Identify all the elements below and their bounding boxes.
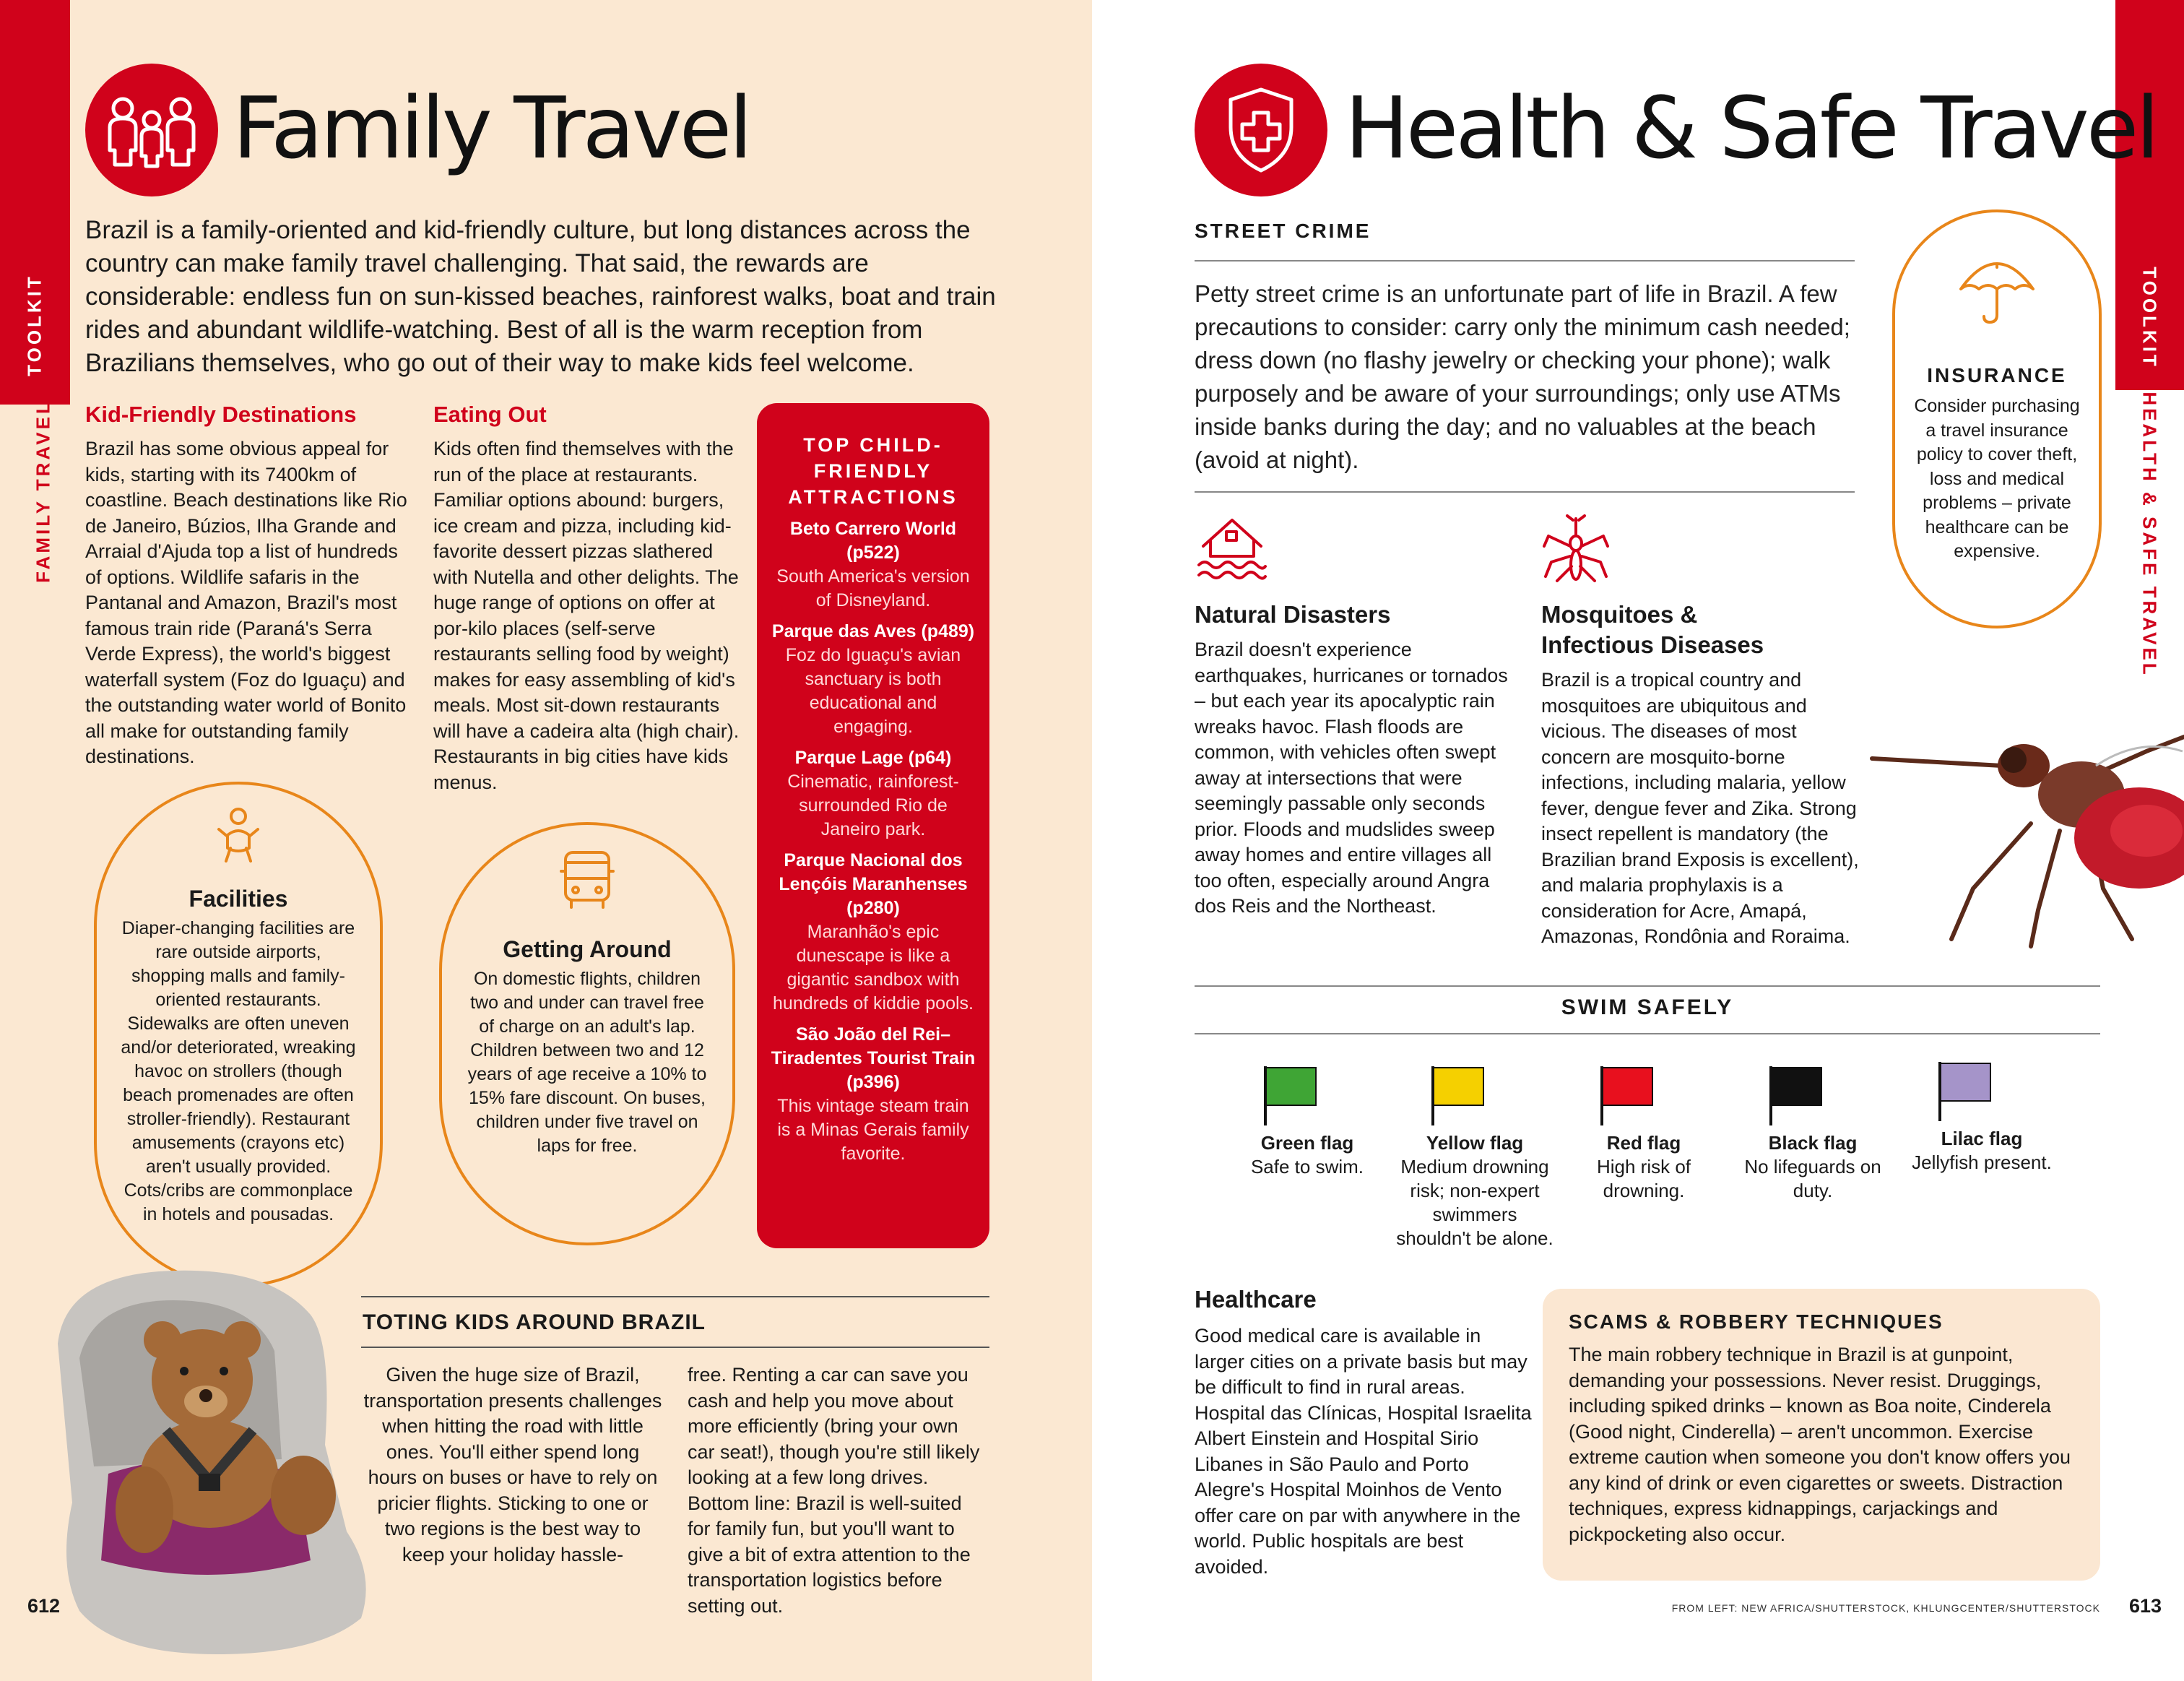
flag-name: Black flag bbox=[1768, 1132, 1858, 1154]
scams-heading: SCAMS & ROBBERY TECHNIQUES bbox=[1569, 1310, 1944, 1333]
flag-desc: No lifeguards on duty. bbox=[1744, 1156, 1881, 1201]
getting-around-pill bbox=[439, 822, 735, 1245]
toting-col1: Given the huge size of Brazil, transportation presents challenges when hitting the road with little ones. You'll either spend long hours on buses or have to rely on pricier flights. Sticking to one or two regions is the best way to keep your holiday hassle- bbox=[363, 1364, 662, 1565]
facilities-text: Diaper-changing facilities are rare outside airports, shopping malls and family-oriented restaurants. Sidewalks are often uneven and/or deteriorated, wreaking havoc on strollers (though beach promenades are often stroller-friendly). Restaurant amusements (crayons etc) aren't usually provided. Cots/cribs are commonplace in hotels and pousadas. bbox=[121, 918, 356, 1224]
flag-name: Lilac flag bbox=[1941, 1128, 2023, 1149]
facilities-pill bbox=[94, 782, 383, 1287]
getting-around-heading: Getting Around bbox=[503, 936, 672, 962]
healthcare-text: Good medical care is available in larger cities on a private basis but may be difficult to find in rural areas. Hospital das Clínicas, Hospital Israelita Albert Einstein and Hospital Sirio Libanes in São Paulo and Porto Alegre's Hospital Moinhos de Vento offer care on par with anywhere in the world. Public hospitals are best avoided. bbox=[1195, 1325, 1532, 1578]
insurance-text: Consider purchasing a travel insurance policy to cover theft, loss and medical problems – private healthcare can be expensive. bbox=[1914, 396, 2080, 561]
flag-icon bbox=[1430, 1063, 1488, 1125]
kid-friendly-heading: Kid-Friendly Destinations bbox=[85, 402, 357, 427]
flag-name: Red flag bbox=[1606, 1132, 1681, 1154]
toting-col2: free. Renting a car can save you cash and help you move about more efficiently (bring your own car seat!), though you're still likely looking at a few long drives. Bottom line: Brazil is well-suited for family fun, but you'll want to give a bit of extra attention to the transportation logistics before setting out. bbox=[688, 1364, 980, 1617]
street-crime-text: Petty street crime is an unfortunate part of life in Brazil. A few precautions to consider: carry only the minimum cash needed; dress down (no flashy jewelry or checking your phone); walk purposely and be aware of your surroundings; only use ATMs inside banks during the day; and no valuables at the beach (avoid at night). bbox=[1195, 280, 1850, 473]
attractions-box bbox=[757, 403, 989, 1248]
mosquitoes-text: Brazil is a tropical country and mosquitoes are ubiquitous and vicious. The diseases of most concern are mosquito-borne infections, including malaria, yellow fever, dengue fever and Zika. Strong insect repellent is mandatory (the Brazilian brand Exposis is excellent), and malaria prophylaxis is a consideration for Acre, Amapá, Amazonas, Rondônia and Roraima. bbox=[1541, 669, 1859, 947]
flag-desc: Jellyfish present. bbox=[1912, 1151, 2052, 1173]
attraction-name: Beto Carrero World (p522) bbox=[789, 519, 957, 563]
flag-desc: Medium drowning risk; non-expert swimmers shouldn't be alone. bbox=[1396, 1156, 1554, 1249]
umbrella-icon bbox=[1957, 260, 2037, 325]
left-side-toolkit: TOOLKIT bbox=[23, 274, 46, 376]
flag-icon bbox=[1768, 1063, 1826, 1125]
left-page-number: 612 bbox=[27, 1595, 61, 1617]
street-crime-bottom-rule bbox=[1195, 491, 1855, 493]
toting-top-rule bbox=[361, 1296, 989, 1297]
left-page-title: Family Travel bbox=[233, 78, 750, 178]
flag-item bbox=[1564, 1063, 1723, 1203]
flag-name: Green flag bbox=[1260, 1132, 1354, 1154]
medical-shield-icon bbox=[1195, 64, 1327, 196]
left-side-section: FAMILY TRAVEL bbox=[32, 399, 54, 583]
family-icon bbox=[85, 64, 218, 196]
street-crime-top-rule bbox=[1195, 260, 1855, 262]
toting-bottom-rule bbox=[361, 1347, 989, 1348]
natural-disasters-text: Brazil doesn't experience earthquakes, hurricanes or tornados – but each year its apocalyptic rain wreaks havoc. Flash floods are common, with vehicles often swept away at intersections that were seemingly passable only seconds prior. Floods and mudslides sweep away homes and entire villages all too often, especially around Angra dos Reis and the Northeast. bbox=[1195, 639, 1508, 917]
swim-top-rule bbox=[1195, 985, 2100, 987]
attraction-desc: South America's version of Disneyland. bbox=[776, 566, 970, 610]
scams-box bbox=[1543, 1289, 2100, 1581]
kid-friendly-text: Brazil has some obvious appeal for kids, starting with its 7400km of coastline. Beach destinations like Rio de Janeiro, Búzios, Ilha Grande and Arraial d'Ajuda top a list of hundreds of options. Wildlife safaris in the Pantanal and Amazon, Brazil's most famous train ride (Paraná's Serra Verde Express), the world's biggest waterfall system (Foz do Iguaçu) and the outstanding water world of Bonito all make for outstanding family destinations. bbox=[85, 438, 407, 767]
attraction-name: Parque Nacional dos Lençóis Maranhenses (p280) bbox=[779, 850, 968, 918]
toting-heading: TOTING KIDS AROUND BRAZIL bbox=[363, 1310, 706, 1334]
insurance-pill bbox=[1892, 209, 2102, 628]
attraction-name: Parque Lage (p64) bbox=[794, 748, 952, 768]
mosquito-icon bbox=[1541, 514, 1611, 587]
attraction-desc: This vintage steam train is a Minas Gerais family favorite. bbox=[777, 1096, 969, 1164]
right-page-title: Health & Safe Travel bbox=[1345, 78, 2157, 178]
mosquitoes-heading: Mosquitoes & Infectious Diseases bbox=[1541, 601, 1764, 658]
flag-desc: Safe to swim. bbox=[1250, 1156, 1364, 1177]
car-seat-photo bbox=[29, 1257, 419, 1661]
right-page bbox=[1092, 0, 2184, 1681]
baby-icon bbox=[213, 806, 264, 871]
street-crime-heading: STREET CRIME bbox=[1195, 220, 1372, 242]
attraction-name: São João del Rei–Tiradentes Tourist Train (p396) bbox=[771, 1024, 976, 1092]
photo-credit: FROM LEFT: NEW AFRICA/SHUTTERSTOCK, KHLUNGCENTER/SHUTTERSTOCK bbox=[1671, 1602, 2100, 1614]
flood-house-icon bbox=[1195, 514, 1270, 581]
flag-item bbox=[1395, 1063, 1554, 1250]
flag-item bbox=[1733, 1063, 1892, 1203]
flag-icon bbox=[1937, 1059, 1995, 1121]
swim-heading: SWIM SAFELY bbox=[1561, 995, 1734, 1019]
mosquito-photo bbox=[1843, 650, 2184, 954]
flag-item bbox=[1902, 1059, 2061, 1175]
right-page-number: 613 bbox=[2129, 1595, 2162, 1617]
left-intro: Brazil is a family-oriented and kid-friendly culture, but long distances across the country can make family travel challenging. That said, the rewards are considerable: endless fun on sun-kissed beaches, rainforest walks, boat and train rides and abundant wildlife-watching. Best of all is the warm reception from Brazilians themselves, who go out of their way to make kids feel welcome. bbox=[85, 216, 996, 377]
flag-icon bbox=[1599, 1063, 1657, 1125]
scams-text: The main robbery technique in Brazil is at gunpoint, demanding your possessions. Never resist. Druggings, including spiked drinks – known as Boa noite, Cinderela (Good night, Cinderella) – aren't uncommon. Exercise extreme caution when someone you don't know offers you any kind of drink or even cigarettes or sweets. Distraction techniques, express kidnappings, carjackings and pickpocketing also occur. bbox=[1569, 1344, 2071, 1545]
attractions-heading: TOP CHILD-FRIENDLY ATTRACTIONS bbox=[788, 434, 958, 508]
eating-out-heading: Eating Out bbox=[433, 402, 547, 427]
flag-name: Yellow flag bbox=[1426, 1132, 1524, 1154]
insurance-heading: INSURANCE bbox=[1927, 364, 2067, 386]
getting-around-text: On domestic flights, children two and under can travel free of charge on an adult's lap. Children between two and 12 years of age receive a 10% to 15% fare discount. On buses, children under five travel on laps for free. bbox=[467, 969, 707, 1156]
swim-bottom-rule bbox=[1195, 1033, 2100, 1034]
natural-disasters-heading: Natural Disasters bbox=[1195, 601, 1391, 628]
bus-icon bbox=[558, 850, 616, 912]
attraction-desc: Foz do Iguaçu's avian sanctuary is both educational and engaging. bbox=[785, 645, 961, 737]
flag-icon bbox=[1262, 1063, 1320, 1125]
right-side-toolkit: TOOLKIT bbox=[2138, 267, 2161, 369]
eating-out-text: Kids often find themselves with the run of the place at restaurants. Familiar options abound: burgers, ice cream and pizza, including kid-favorite dessert pizzas slathered with Nutella and other delights. The huge range of options on offer at por-kilo places (self-serve restaurants selling food by weight) makes for easy assembling of kid's meals. Most sit-down restaurants will have a cadeira alta (high chair). Restaurants in big cities have kids menus. bbox=[433, 438, 740, 793]
right-side-section: HEALTH & SAFE TRAVEL bbox=[2138, 392, 2161, 678]
flag-item bbox=[1228, 1063, 1387, 1179]
attraction-desc: Maranhão's epic dunescape is like a gigantic sandbox with hundreds of kiddie pools. bbox=[773, 922, 974, 1014]
attraction-name: Parque das Aves (p489) bbox=[771, 621, 975, 641]
facilities-heading: Facilities bbox=[188, 886, 288, 912]
attraction-desc: Cinematic, rainforest-surrounded Rio de Janeiro park. bbox=[787, 772, 959, 839]
flag-desc: High risk of drowning. bbox=[1596, 1156, 1691, 1201]
healthcare-heading: Healthcare bbox=[1195, 1286, 1317, 1313]
